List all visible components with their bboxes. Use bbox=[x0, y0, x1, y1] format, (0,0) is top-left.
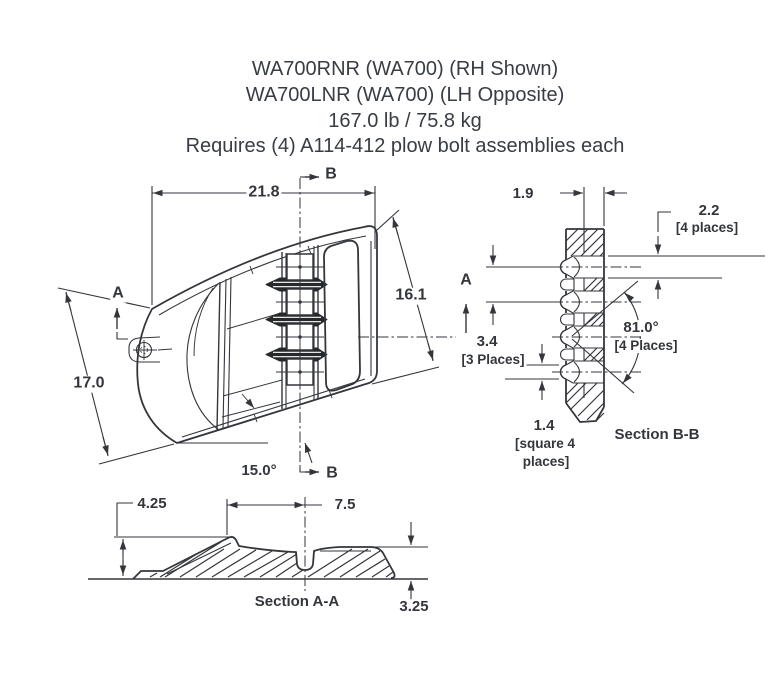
hole-center bbox=[298, 335, 302, 339]
arrowhead bbox=[655, 280, 662, 290]
section-aa-label: Section A-A bbox=[254, 593, 340, 611]
arrowhead bbox=[574, 190, 584, 197]
lug-section bbox=[561, 349, 566, 360]
arrowhead bbox=[623, 374, 632, 383]
arrowhead bbox=[120, 540, 127, 550]
arrowhead bbox=[102, 445, 108, 455]
arrowhead bbox=[114, 308, 121, 318]
title-weight: 167.0 lb / 75.8 kg bbox=[328, 110, 482, 132]
main-view bbox=[58, 174, 469, 476]
dim-countersink-angle-label: 81.0° bbox=[623, 319, 659, 337]
arrowhead bbox=[295, 502, 305, 509]
arrowhead bbox=[408, 536, 415, 546]
arrowhead bbox=[625, 293, 634, 302]
arrowhead bbox=[153, 190, 163, 197]
panel-line bbox=[223, 380, 282, 396]
arrowhead bbox=[310, 469, 320, 476]
arrowhead bbox=[427, 350, 433, 360]
dim-square-note-1: [square 4 bbox=[514, 435, 576, 451]
dim-width bbox=[152, 183, 375, 305]
dim-seat-note: [4 places] bbox=[675, 219, 739, 235]
lug-section bbox=[561, 279, 567, 290]
section-aa-view bbox=[88, 497, 428, 600]
arrowhead bbox=[539, 381, 546, 391]
arrowhead bbox=[228, 502, 238, 509]
part-outline bbox=[137, 226, 377, 443]
handle-opening bbox=[324, 241, 360, 391]
hole-center bbox=[298, 265, 302, 269]
dim-overall-label: 17.0 bbox=[73, 374, 105, 392]
marker-b-bottom-label: B bbox=[326, 464, 338, 482]
dim-pitch-label: 3.4 bbox=[476, 333, 498, 351]
dim-pitch bbox=[486, 245, 557, 325]
extension-line bbox=[58, 284, 150, 308]
section-bb-label: Section B-B bbox=[614, 426, 700, 444]
title-model-rh: WA700RNR (WA700) (RH Shown) bbox=[251, 58, 559, 80]
dim-half-width bbox=[227, 499, 322, 535]
step-band-line bbox=[223, 279, 226, 428]
dim-height-label: 16.1 bbox=[395, 286, 427, 304]
extension-line bbox=[372, 367, 439, 384]
hole-center bbox=[298, 370, 302, 374]
dim-angle-label: 15.0° bbox=[241, 462, 277, 480]
nose-contour bbox=[187, 283, 219, 430]
step-band-line bbox=[228, 277, 231, 427]
extension-line bbox=[99, 444, 174, 464]
arrowhead bbox=[305, 443, 311, 453]
dim-width-label: 21.8 bbox=[248, 183, 280, 201]
leader-line bbox=[117, 503, 133, 536]
arrowhead bbox=[490, 304, 497, 314]
dim-right-height bbox=[372, 522, 428, 600]
step-band-line bbox=[217, 282, 220, 430]
top-chamfer-line bbox=[159, 236, 366, 315]
dim-pitch-note: [3 Places] bbox=[461, 351, 525, 367]
dim-square-label: 1.4 bbox=[533, 417, 555, 435]
arrowhead bbox=[65, 293, 71, 303]
hole-center bbox=[298, 300, 302, 304]
boss-tick bbox=[158, 349, 172, 350]
dim-left-height-label: 4.25 bbox=[137, 495, 167, 513]
arrowhead bbox=[490, 256, 497, 266]
dim-angle bbox=[177, 443, 312, 463]
dim-half-width-label: 7.5 bbox=[334, 496, 356, 514]
dim-countersink-angle-note: [4 Places] bbox=[614, 337, 678, 353]
dim-square-note-2: places] bbox=[522, 453, 570, 469]
arrowhead bbox=[539, 354, 546, 364]
lug-section bbox=[561, 314, 567, 325]
arrowhead bbox=[605, 190, 615, 197]
dim-thickness-label: 1.9 bbox=[512, 185, 534, 203]
dim-right-height-label: 3.25 bbox=[399, 598, 429, 616]
bottom-chamfer-line bbox=[182, 379, 365, 437]
arrowhead bbox=[393, 218, 399, 228]
marker-elbow bbox=[117, 332, 128, 339]
arrowhead bbox=[463, 304, 470, 314]
boss-tab bbox=[129, 337, 160, 362]
dim-seat-label: 2.2 bbox=[698, 202, 720, 220]
arrowhead bbox=[655, 245, 662, 255]
arrowhead bbox=[365, 190, 375, 197]
arrowhead bbox=[120, 566, 127, 576]
marker-b-top-label: B bbox=[325, 165, 337, 183]
leader-line bbox=[658, 212, 671, 232]
title-model-lh: WA700LNR (WA700) (LH Opposite) bbox=[245, 84, 565, 106]
arrowhead bbox=[310, 174, 320, 181]
nose-contour bbox=[194, 288, 213, 356]
arrowhead bbox=[408, 581, 415, 591]
marker-a-right-label: A bbox=[460, 271, 472, 289]
marker-a-left-label: A bbox=[112, 284, 124, 302]
title-requirements: Requires (4) A114-412 plow bolt assemblies each bbox=[185, 135, 625, 157]
marker-elbow bbox=[300, 467, 311, 472]
